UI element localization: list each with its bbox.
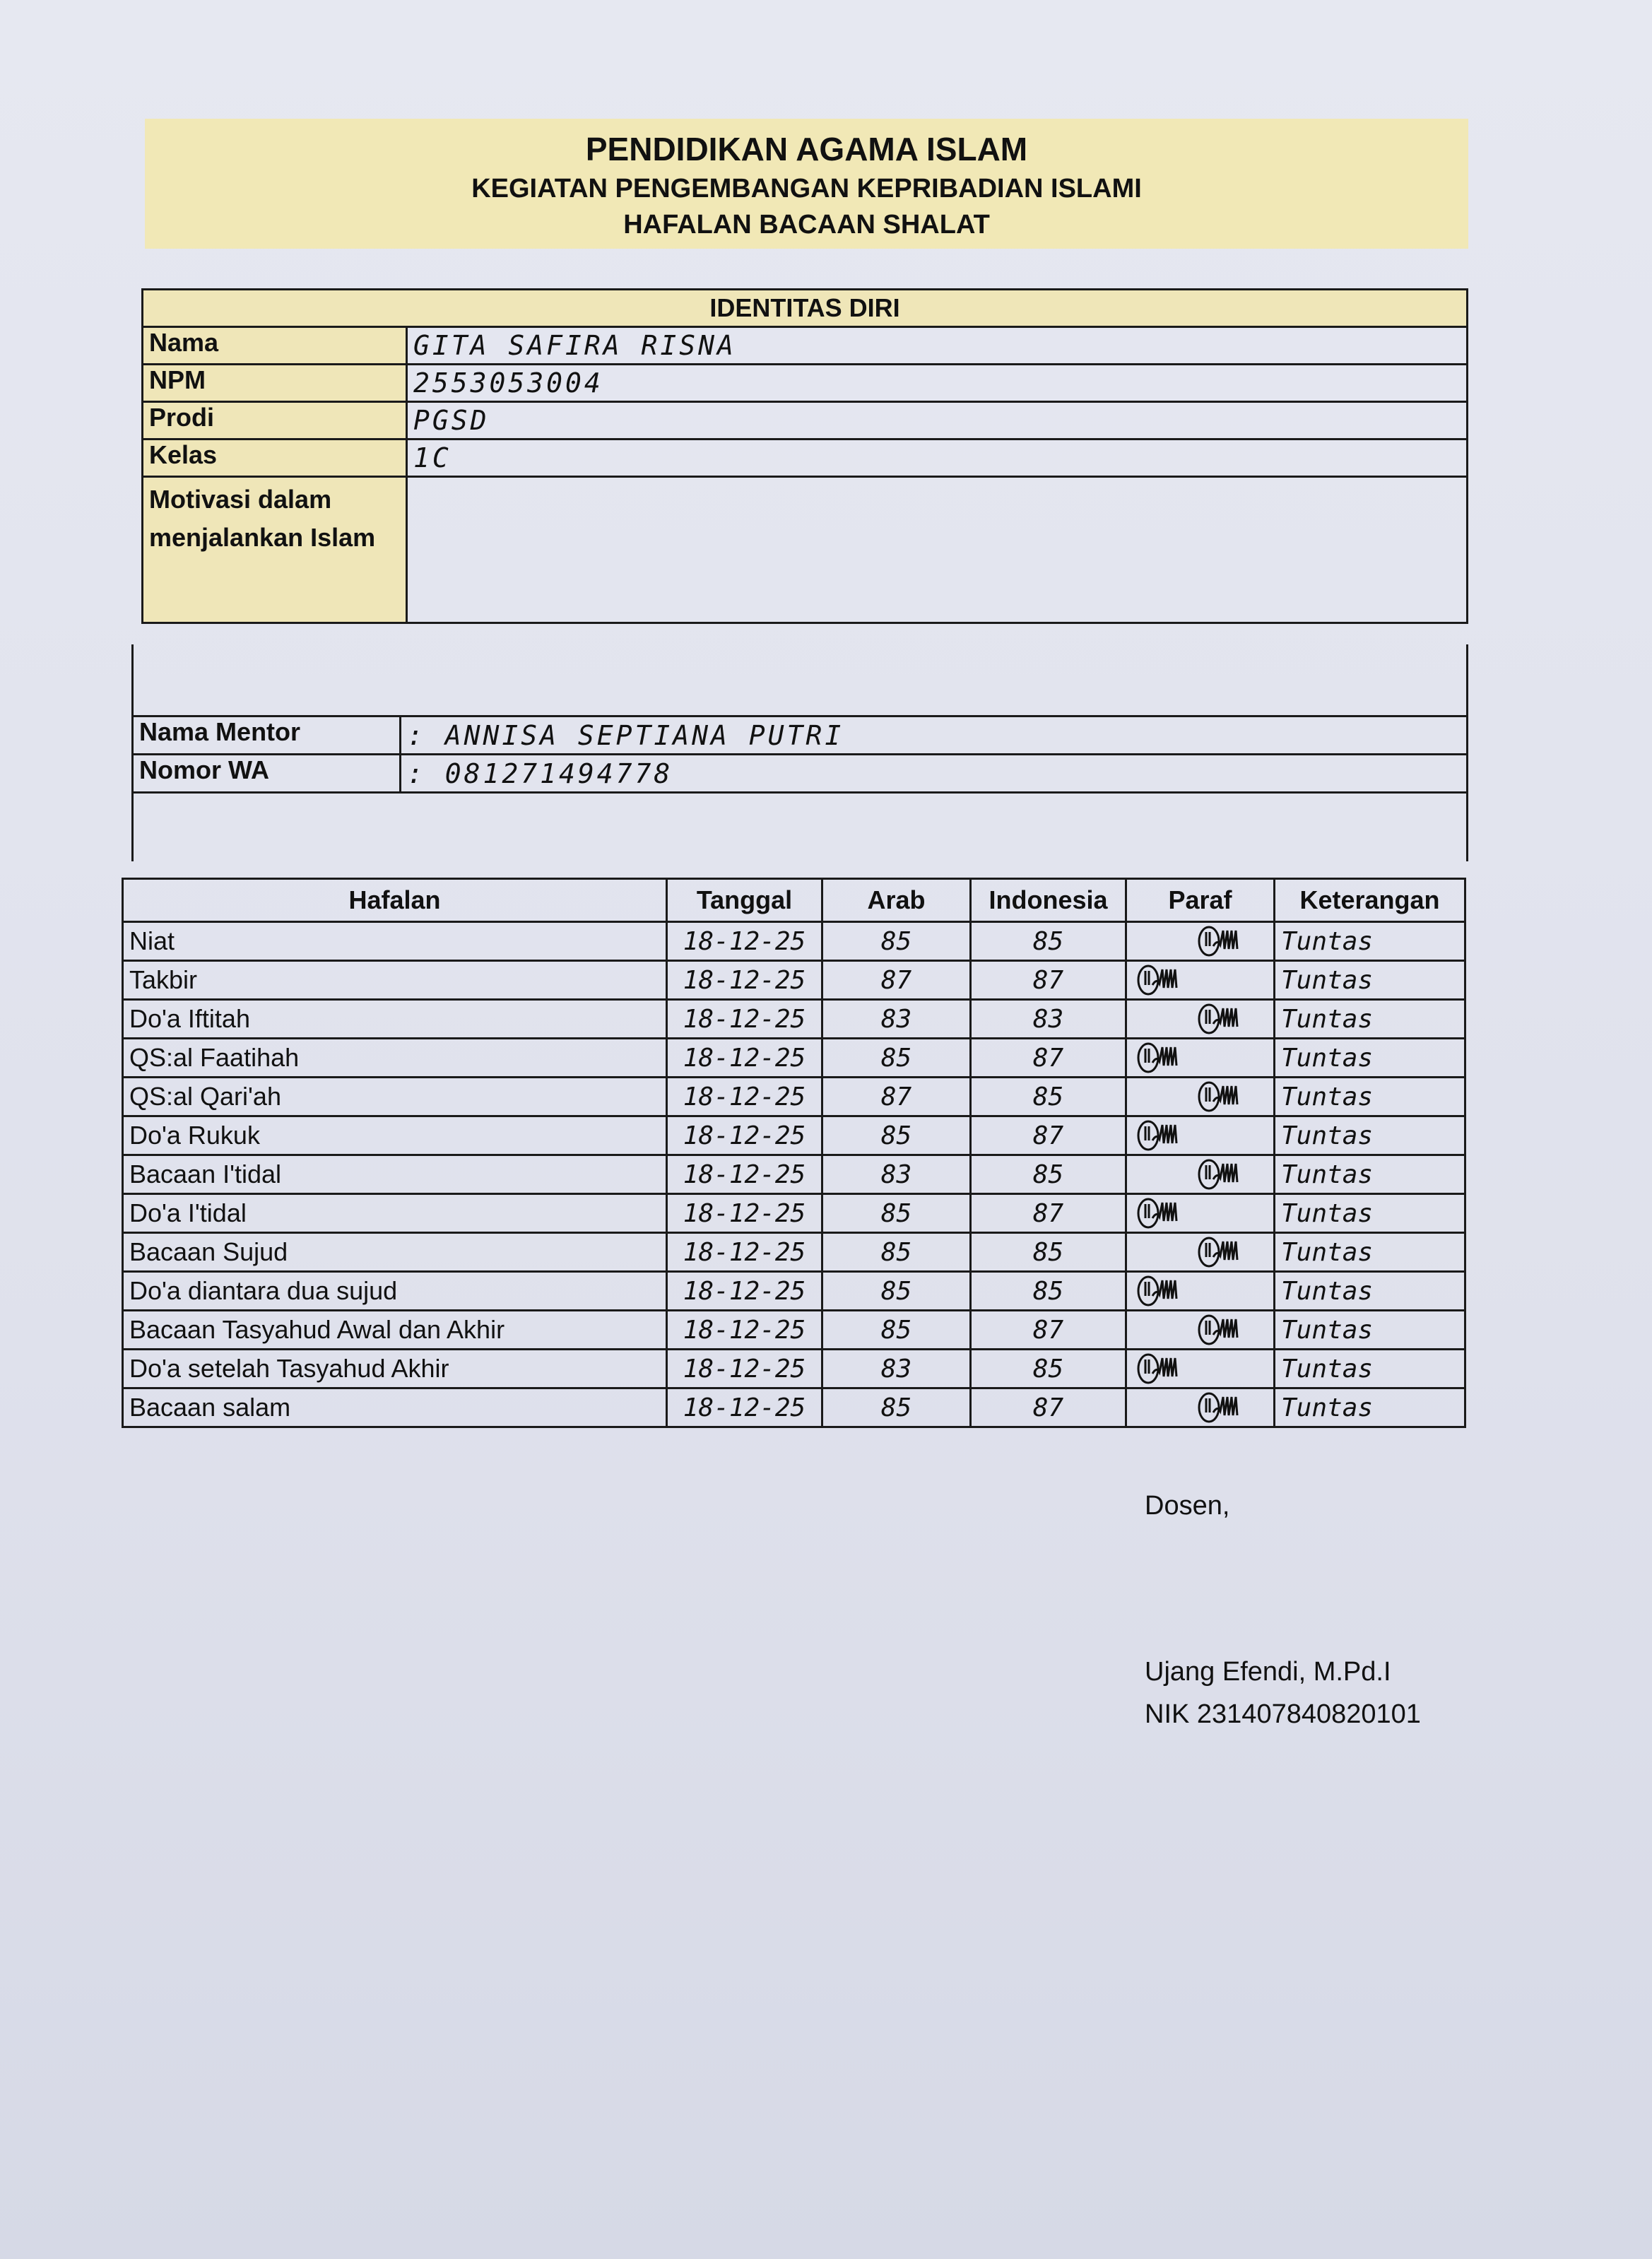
tanggal-cell: 18-12-25 [667,922,822,961]
wa-field: : 081271494778 [401,755,1468,793]
doc-subtitle-2: HAFALAN BACAAN SHALAT [623,210,990,240]
tanggal-cell: 18-12-25 [667,1311,822,1350]
arab-score: 85 [822,922,971,961]
hafalan-item: Bacaan Sujud [123,1233,667,1272]
hafalan-item: Do'a diantara dua sujud [123,1272,667,1311]
keterangan-cell: Tuntas [1275,1350,1465,1388]
tanggal-cell: 18-12-25 [667,1272,822,1311]
col-indonesia: Indonesia [971,879,1126,922]
arab-score: 85 [822,1388,971,1427]
blank-row [133,644,1468,716]
table-row [143,477,1468,623]
field-label: Motivasi dalam menjalankan Islam [143,477,407,623]
keterangan-cell: Tuntas [1275,1311,1465,1350]
paraf-cell [1126,922,1275,961]
indonesia-score: 85 [971,1272,1126,1311]
paraf-cell [1126,1388,1275,1427]
indonesia-score: 87 [971,1388,1126,1427]
table-row [123,1078,1465,1116]
hafalan-item: Do'a setelah Tasyahud Akhir [123,1350,667,1388]
keterangan-cell: Tuntas [1275,1116,1465,1155]
hafalan-item: Bacaan I'tidal [123,1155,667,1194]
table-row [123,1350,1465,1388]
keterangan-cell: Tuntas [1275,961,1465,1000]
signature-icon [1196,1080,1253,1113]
field-label: Prodi [143,402,407,440]
table-row [123,961,1465,1000]
arab-score: 85 [822,1116,971,1155]
indonesia-score: 85 [971,1155,1126,1194]
indonesia-score: 87 [971,1116,1126,1155]
col-arab: Arab [822,879,971,922]
indonesia-score: 87 [971,1311,1126,1350]
indonesia-score: 87 [971,1194,1126,1233]
doc-subtitle: KEGIATAN PENGEMBANGAN KEPRIBADIAN ISLAMI [471,174,1142,204]
table-row [123,1233,1465,1272]
signature-icon [1196,925,1253,957]
tanggal-cell: 18-12-25 [667,1233,822,1272]
indonesia-score: 85 [971,1078,1126,1116]
indonesia-score: 85 [971,1350,1126,1388]
table-row [143,402,1468,440]
paraf-cell [1126,1116,1275,1155]
field-label: Nama [143,327,407,365]
col-paraf: Paraf [1126,879,1275,922]
header-band [145,119,1468,249]
hafalan-item: Do'a Rukuk [123,1116,667,1155]
table-row [123,1000,1465,1039]
table-row [143,365,1468,402]
prodi-field: PGSD [407,402,1468,440]
motivasi-field [407,477,1468,623]
arab-score: 87 [822,1078,971,1116]
tanggal-cell: 18-12-25 [667,1078,822,1116]
arab-score: 87 [822,961,971,1000]
tanggal-cell: 18-12-25 [667,1388,822,1427]
signature-icon [1196,1391,1253,1424]
arab-score: 83 [822,1155,971,1194]
arab-score: 85 [822,1272,971,1311]
mentor-label: Nama Mentor [133,716,401,755]
arab-score: 83 [822,1350,971,1388]
field-label: NPM [143,365,407,402]
signature-icon [1135,1352,1192,1385]
identity-table [141,288,1468,624]
paraf-cell [1126,1000,1275,1039]
signature-role: Dosen, [1145,1491,1230,1521]
mentor-name-field: : ANNISA SEPTIANA PUTRI [401,716,1468,755]
keterangan-cell: Tuntas [1275,1194,1465,1233]
lecturer-nik: NIK 231407840820101 [1145,1699,1421,1729]
signature-icon [1196,1158,1253,1191]
table-row [123,922,1465,961]
keterangan-cell: Tuntas [1275,1272,1465,1311]
tanggal-cell: 18-12-25 [667,1194,822,1233]
arab-score: 85 [822,1311,971,1350]
signature-icon [1135,1119,1192,1152]
paraf-cell [1126,1233,1275,1272]
paraf-cell [1126,1272,1275,1311]
indonesia-score: 85 [971,1233,1126,1272]
keterangan-cell: Tuntas [1275,1039,1465,1078]
doc-title: PENDIDIKAN AGAMA ISLAM [585,131,1028,167]
arab-score: 85 [822,1039,971,1078]
table-row [123,1272,1465,1311]
signature-icon [1135,964,1192,996]
hafalan-item: QS:al Qari'ah [123,1078,667,1116]
table-row [143,327,1468,365]
hafalan-item: Bacaan Tasyahud Awal dan Akhir [123,1311,667,1350]
col-tanggal: Tanggal [667,879,822,922]
keterangan-cell: Tuntas [1275,1388,1465,1427]
table-row [133,716,1468,755]
paraf-cell [1126,1039,1275,1078]
col-hafalan: Hafalan [123,879,667,922]
signature-icon [1135,1275,1192,1307]
col-keterangan: Keterangan [1275,879,1465,922]
signature-icon [1135,1197,1192,1229]
hafalan-table [122,878,1466,1428]
blank-row [133,793,1468,862]
paraf-cell [1126,1350,1275,1388]
table-row [143,440,1468,477]
paraf-cell [1126,1194,1275,1233]
table-row [123,1155,1465,1194]
indonesia-score: 87 [971,1039,1126,1078]
signature-icon [1196,1236,1253,1268]
hafalan-item: Do'a Iftitah [123,1000,667,1039]
signature-icon [1135,1042,1192,1074]
identity-heading: IDENTITAS DIRI [143,290,1468,327]
paraf-cell [1126,1155,1275,1194]
table-row [123,1388,1465,1427]
kelas-field: 1C [407,440,1468,477]
indonesia-score: 83 [971,1000,1126,1039]
wa-label: Nomor WA [133,755,401,793]
keterangan-cell: Tuntas [1275,1078,1465,1116]
hafalan-item: Takbir [123,961,667,1000]
paraf-cell [1126,961,1275,1000]
keterangan-cell: Tuntas [1275,1233,1465,1272]
table-row [133,755,1468,793]
hafalan-item: Niat [123,922,667,961]
nama-field: GITA SAFIRA RISNA [407,327,1468,365]
signature-icon [1196,1003,1253,1035]
tanggal-cell: 18-12-25 [667,1155,822,1194]
keterangan-cell: Tuntas [1275,1155,1465,1194]
tanggal-cell: 18-12-25 [667,1039,822,1078]
mentor-table [131,644,1468,861]
hafalan-item: QS:al Faatihah [123,1039,667,1078]
tanggal-cell: 18-12-25 [667,961,822,1000]
indonesia-score: 85 [971,922,1126,961]
paraf-cell [1126,1078,1275,1116]
table-row [123,1194,1465,1233]
table-row [123,1311,1465,1350]
indonesia-score: 87 [971,961,1126,1000]
hafalan-item: Do'a I'tidal [123,1194,667,1233]
hafalan-item: Bacaan salam [123,1388,667,1427]
paraf-cell [1126,1311,1275,1350]
arab-score: 85 [822,1233,971,1272]
arab-score: 83 [822,1000,971,1039]
tanggal-cell: 18-12-25 [667,1000,822,1039]
signature-icon [1196,1314,1253,1346]
arab-score: 85 [822,1194,971,1233]
tanggal-cell: 18-12-25 [667,1116,822,1155]
lecturer-name: Ujang Efendi, M.Pd.I [1145,1657,1391,1687]
table-row [123,1116,1465,1155]
keterangan-cell: Tuntas [1275,1000,1465,1039]
field-label: Kelas [143,440,407,477]
npm-field: 2553053004 [407,365,1468,402]
table-row [123,1039,1465,1078]
keterangan-cell: Tuntas [1275,922,1465,961]
tanggal-cell: 18-12-25 [667,1350,822,1388]
